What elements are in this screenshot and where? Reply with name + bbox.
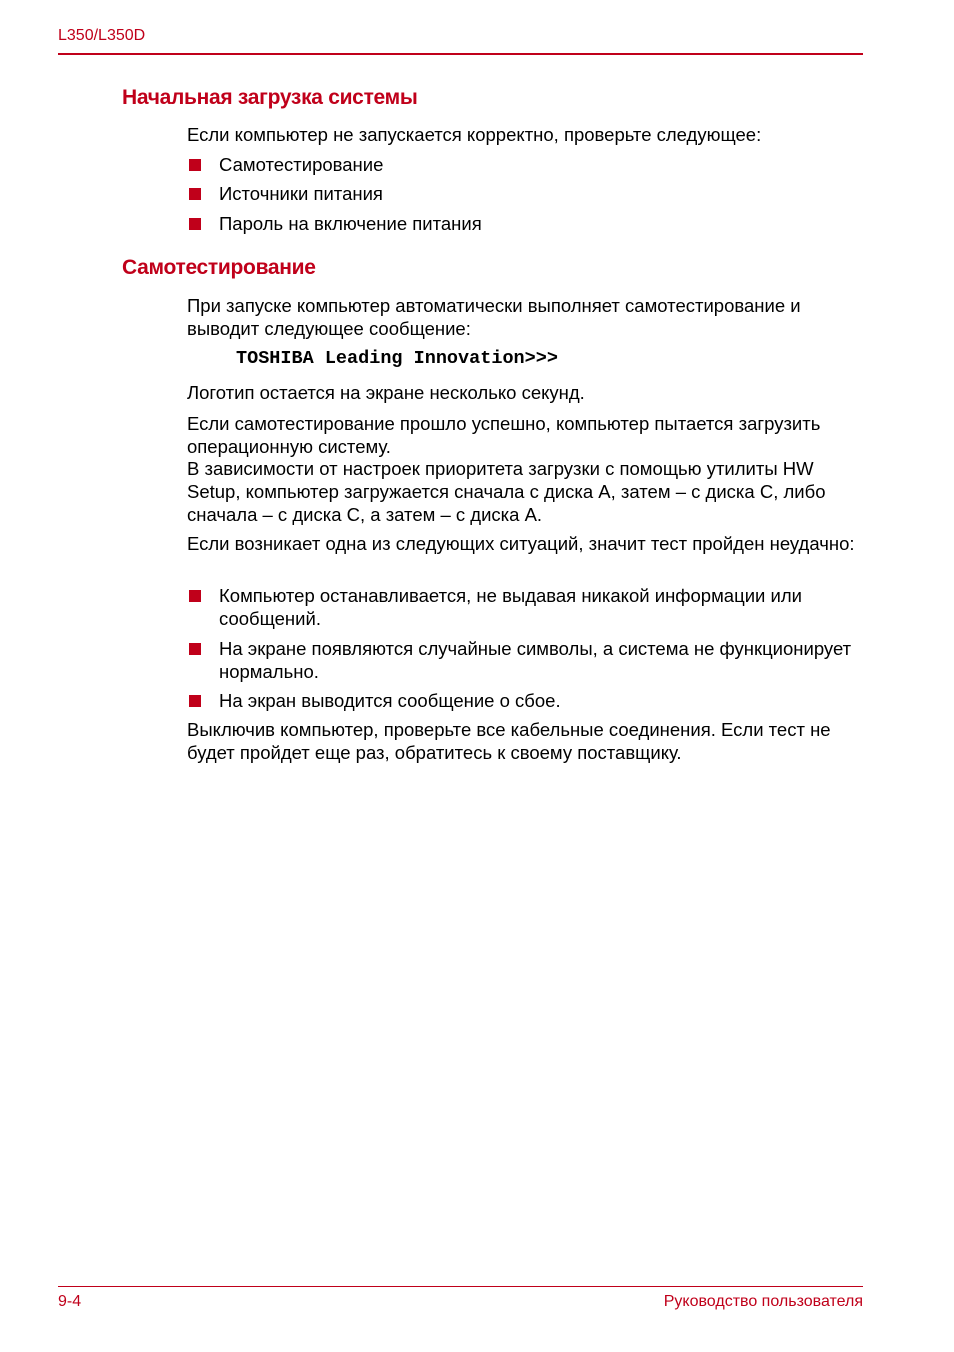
red-square-bullet-icon: [189, 590, 201, 602]
list-item-text: Источники питания: [219, 183, 383, 204]
header-model: L350/L350D: [58, 27, 146, 44]
footer-divider: [58, 1286, 863, 1287]
selftest-paragraph-3b: В зависимости от настроек приоритета загрузки с помощью утилиты HW Setup, компьютер загружается сначала с диска A, затем – с диска C, либо сначала – с диска C, а затем – с диска A.: [187, 458, 826, 525]
red-square-bullet-icon: [189, 218, 201, 230]
section-heading-boot: Начальная загрузка системы: [122, 86, 418, 109]
selftest-paragraph-4: Если возникает одна из следующих ситуаций, значит тест пройден неудачно:: [187, 533, 855, 554]
list-item: [187, 212, 867, 235]
list-item-text: Компьютер останавливается, не выдавая никакой информации или сообщений.: [219, 585, 802, 629]
selftest-paragraph-1: При запуске компьютер автоматически выполняет самотестирование и выводит следующее сообщение:: [187, 295, 801, 339]
selftest-paragraph-3a: Если самотестирование прошло успешно, компьютер пытается загрузить операционную систему.: [187, 413, 821, 457]
selftest-paragraph-5: Выключив компьютер, проверьте все кабельные соединения. Если тест не будет пройдет еще раз, обратитесь к своему поставщику.: [187, 719, 831, 763]
page-number: 9-4: [58, 1293, 82, 1310]
list-item: [187, 584, 867, 630]
list-item: [187, 689, 867, 712]
list-item: [187, 153, 867, 176]
red-square-bullet-icon: [189, 643, 201, 655]
red-square-bullet-icon: [189, 188, 201, 200]
list-item-text: На экране появляются случайные символы, а система не функционирует нормально.: [219, 638, 852, 682]
list-item: [187, 182, 867, 205]
list-item-text: Пароль на включение питания: [219, 213, 482, 234]
red-square-bullet-icon: [189, 695, 201, 707]
selftest-paragraph-2: Логотип остается на экране несколько секунд.: [187, 382, 585, 403]
red-square-bullet-icon: [189, 159, 201, 171]
list-item: [187, 637, 867, 683]
boot-intro: Если компьютер не запускается корректно, проверьте следующее:: [187, 124, 762, 145]
section-heading-selftest: Самотестирование: [122, 256, 316, 279]
header-divider: [58, 53, 863, 55]
footer-doc-title: Руководство пользователя: [663, 1293, 863, 1310]
list-item-text: Самотестирование: [219, 154, 384, 175]
list-item-text: На экран выводится сообщение о сбое.: [219, 690, 561, 711]
boot-message: TOSHIBA Leading Innovation>>>: [236, 348, 558, 369]
